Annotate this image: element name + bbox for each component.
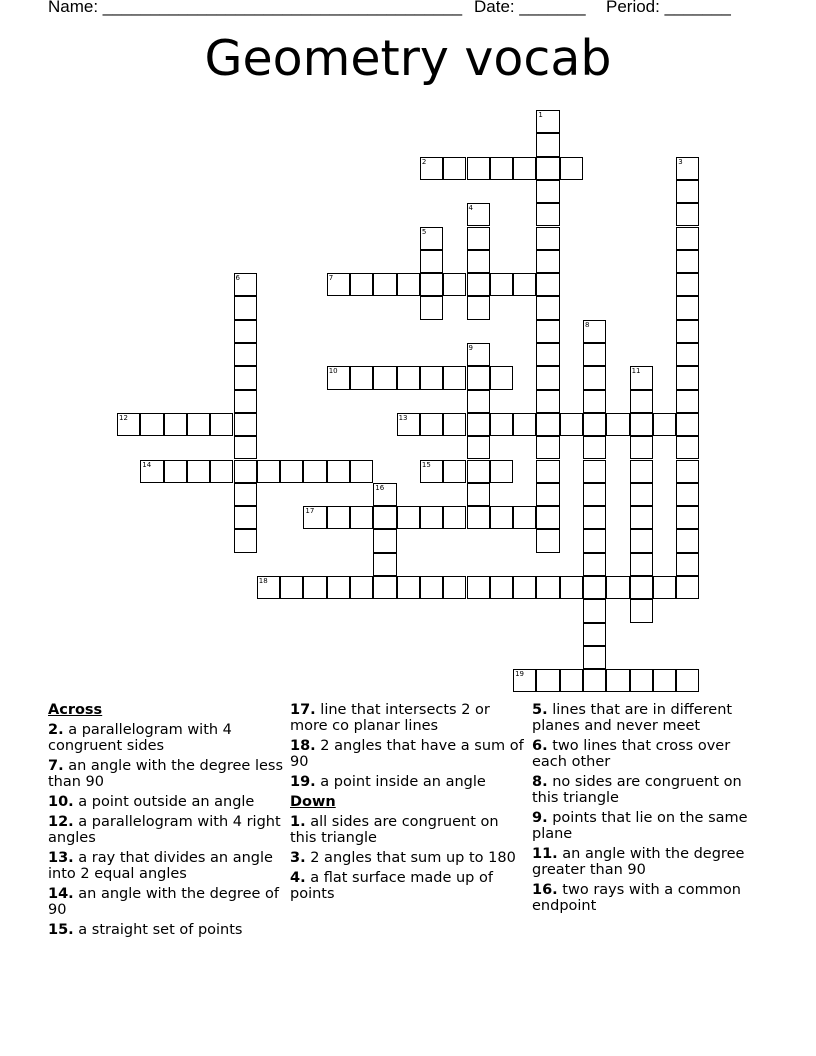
grid-cell[interactable]	[630, 599, 653, 622]
clue-number-label: 12	[119, 413, 128, 422]
grid-cell[interactable]	[676, 390, 699, 413]
grid-cell[interactable]	[234, 390, 257, 413]
clue-down-3: 3. 2 angles that sum up to 180	[290, 850, 516, 866]
grid-cell[interactable]	[676, 483, 699, 506]
grid-cell[interactable]	[164, 413, 187, 436]
grid-cell[interactable]	[164, 460, 187, 483]
grid-cell[interactable]	[583, 436, 606, 459]
grid-cell[interactable]	[676, 180, 699, 203]
grid-cell[interactable]	[513, 506, 536, 529]
grid-cell[interactable]	[536, 320, 559, 343]
grid-cell[interactable]	[606, 576, 629, 599]
grid-cell[interactable]	[373, 366, 396, 389]
clue-number-label: 8	[585, 320, 590, 329]
grid-cell[interactable]	[630, 390, 653, 413]
page-title: Geometry vocab	[204, 30, 612, 87]
grid-cell[interactable]	[536, 343, 559, 366]
grid-cell[interactable]	[536, 366, 559, 389]
grid-cell[interactable]	[513, 413, 536, 436]
grid-cell[interactable]	[536, 483, 559, 506]
grid-cell[interactable]	[187, 460, 210, 483]
across-heading: Across	[48, 702, 103, 718]
grid-cell[interactable]	[583, 390, 606, 413]
clues-column-1	[48, 702, 283, 942]
grid-cell[interactable]	[280, 460, 303, 483]
grid-cell[interactable]	[583, 553, 606, 576]
clue-number-label: 19	[515, 670, 525, 679]
grid-cell[interactable]	[467, 576, 490, 599]
grid-cell[interactable]	[443, 460, 466, 483]
clue-across-7: 7. an angle with the degree less than 90	[48, 758, 283, 790]
grid-cell[interactable]	[653, 576, 676, 599]
grid-cell[interactable]	[560, 157, 583, 180]
grid-cell[interactable]	[513, 576, 536, 599]
grid-cell[interactable]	[583, 529, 606, 552]
grid-cell[interactable]	[676, 413, 699, 436]
grid-cell[interactable]	[536, 250, 559, 273]
grid-cell[interactable]	[536, 203, 559, 226]
grid-cell[interactable]	[350, 506, 373, 529]
grid-cell[interactable]	[420, 273, 443, 296]
grid-cell[interactable]	[536, 296, 559, 319]
grid-cell[interactable]	[630, 576, 653, 599]
grid-cell[interactable]	[443, 157, 466, 180]
grid-cell[interactable]	[467, 436, 490, 459]
grid-cell[interactable]	[676, 203, 699, 226]
grid-cell[interactable]	[397, 576, 420, 599]
grid-cell[interactable]	[234, 460, 257, 483]
grid-cell[interactable]	[676, 343, 699, 366]
grid-cell[interactable]	[630, 669, 653, 692]
clue-across-19: 19. a point inside an angle	[290, 774, 486, 790]
clue-across-10: 10. a point outside an angle	[48, 794, 255, 810]
grid-cell[interactable]	[467, 366, 490, 389]
grid-cell[interactable]	[327, 576, 350, 599]
clue-across-17: 17. line that intersects 2 or more co planar lines	[290, 702, 490, 734]
grid-cell[interactable]	[536, 180, 559, 203]
grid-cell[interactable]	[583, 646, 606, 669]
grid-cell[interactable]	[560, 576, 583, 599]
grid-cell[interactable]	[676, 366, 699, 389]
grid-cell[interactable]	[676, 669, 699, 692]
grid-cell[interactable]	[676, 529, 699, 552]
grid-cell[interactable]	[140, 413, 163, 436]
grid-cell[interactable]	[676, 273, 699, 296]
clue-number-label: 18	[258, 577, 268, 585]
grid-cell[interactable]	[490, 157, 513, 180]
clue-across-12: 12. a parallelogram with 4 right angles	[48, 814, 281, 846]
clue-across-14: 14. an angle with the degree of 90	[48, 886, 279, 918]
grid-cell[interactable]	[234, 413, 257, 436]
grid-cell[interactable]	[467, 273, 490, 296]
grid-cell[interactable]	[467, 250, 490, 273]
grid-cell[interactable]	[350, 576, 373, 599]
grid-cell[interactable]	[234, 436, 257, 459]
grid-cell[interactable]	[303, 460, 326, 483]
grid-cell[interactable]	[583, 669, 606, 692]
grid-cell[interactable]	[560, 413, 583, 436]
grid-cell[interactable]	[373, 553, 396, 576]
clue-number-label: 10	[328, 367, 338, 376]
grid-cell[interactable]	[653, 669, 676, 692]
grid-cell[interactable]	[373, 273, 396, 296]
grid-cell[interactable]	[327, 506, 350, 529]
clues-column-2	[290, 702, 525, 906]
grid-cell[interactable]	[630, 460, 653, 483]
grid-cell[interactable]	[280, 576, 303, 599]
grid-cell[interactable]	[536, 436, 559, 459]
grid-cell[interactable]	[467, 506, 490, 529]
clue-number-label: 16	[375, 483, 385, 492]
grid-cell[interactable]	[676, 436, 699, 459]
grid-cell[interactable]	[350, 460, 373, 483]
grid-cell[interactable]	[373, 506, 396, 529]
grid-cell[interactable]	[676, 296, 699, 319]
grid-cell[interactable]	[234, 296, 257, 319]
grid-cell[interactable]	[467, 460, 490, 483]
grid-cell[interactable]	[443, 366, 466, 389]
grid-cell[interactable]	[467, 390, 490, 413]
grid-cell[interactable]	[303, 576, 326, 599]
clue-down-8: 8. no sides are congruent on this triangle	[532, 774, 742, 806]
grid-cell[interactable]	[583, 599, 606, 622]
clue-number-label: 1	[538, 111, 543, 119]
down-heading: Down	[290, 794, 336, 810]
clue-down-6: 6. two lines that cross over each other	[532, 738, 731, 770]
grid-cell[interactable]	[490, 413, 513, 436]
grid-cell[interactable]	[536, 669, 559, 692]
grid-cell[interactable]	[467, 296, 490, 319]
clue-down-1: 1. all sides are congruent on this triangle	[290, 814, 499, 846]
clue-number-label: 6	[235, 274, 240, 283]
grid-cell[interactable]	[350, 273, 373, 296]
grid-cell[interactable]	[676, 576, 699, 599]
grid-cell[interactable]	[210, 413, 233, 436]
grid-cell[interactable]	[536, 529, 559, 552]
grid-cell[interactable]	[536, 506, 559, 529]
grid-cell[interactable]	[373, 576, 396, 599]
grid-cell[interactable]	[420, 576, 443, 599]
grid-cell[interactable]	[490, 506, 513, 529]
grid-cell[interactable]	[257, 460, 280, 483]
grid-cell[interactable]	[536, 133, 559, 156]
grid-cell[interactable]	[560, 669, 583, 692]
grid-cell[interactable]	[653, 413, 676, 436]
grid-cell[interactable]	[583, 623, 606, 646]
grid-cell[interactable]	[467, 483, 490, 506]
clue-number-label: 17	[305, 507, 315, 516]
grid-cell[interactable]	[583, 343, 606, 366]
clue-across-18: 18. 2 angles that have a sum of 90	[290, 738, 524, 770]
clue-across-15: 15. a straight set of points	[48, 922, 243, 938]
grid-cell[interactable]	[234, 483, 257, 506]
grid-cell[interactable]	[443, 273, 466, 296]
clue-down-9: 9. points that lie on the same plane	[532, 810, 748, 842]
grid-cell[interactable]	[583, 460, 606, 483]
grid-cell[interactable]	[443, 506, 466, 529]
grid-cell[interactable]	[583, 413, 606, 436]
grid-cell[interactable]	[583, 366, 606, 389]
clue-number-label: 2	[421, 157, 427, 166]
grid-cell[interactable]	[210, 460, 233, 483]
name-field-label: Name: ______________________________________	[48, 0, 463, 16]
grid-cell[interactable]	[536, 576, 559, 599]
grid-cell[interactable]	[676, 250, 699, 273]
grid-cell[interactable]	[234, 506, 257, 529]
grid-cell[interactable]	[536, 157, 559, 180]
grid-cell[interactable]	[187, 413, 210, 436]
grid-cell[interactable]	[676, 460, 699, 483]
clue-down-4: 4. a flat surface made up of points	[290, 870, 493, 902]
grid-cell[interactable]	[397, 506, 420, 529]
grid-cell[interactable]	[490, 273, 513, 296]
grid-cell[interactable]	[536, 413, 559, 436]
grid-cell[interactable]	[490, 366, 513, 389]
clue-across-13: 13. a ray that divides an angle into 2 equal angles	[48, 850, 273, 882]
clue-down-16: 16. two rays with a common endpoint	[532, 882, 741, 914]
clue-number-label: 11	[631, 367, 641, 376]
grid-cell[interactable]	[397, 273, 420, 296]
grid-cell[interactable]	[234, 529, 257, 552]
clues-column-3	[532, 702, 767, 918]
grid-cell[interactable]	[234, 366, 257, 389]
grid-cell[interactable]	[536, 273, 559, 296]
grid-cell[interactable]	[443, 413, 466, 436]
grid-cell[interactable]	[467, 413, 490, 436]
clue-number-label: 13	[398, 413, 408, 422]
grid-cell[interactable]	[630, 436, 653, 459]
grid-cell[interactable]	[606, 669, 629, 692]
grid-cell[interactable]	[536, 460, 559, 483]
clue-number-label: 5	[421, 227, 427, 236]
grid-cell[interactable]	[420, 250, 443, 273]
clue-number-label: 7	[328, 274, 334, 283]
grid-cell[interactable]	[420, 366, 443, 389]
grid-cell[interactable]	[536, 390, 559, 413]
grid-cell[interactable]	[513, 273, 536, 296]
period-field-label: Period: _______	[606, 0, 731, 16]
grid-cell[interactable]	[583, 506, 606, 529]
grid-cell[interactable]	[513, 157, 536, 180]
grid-cell[interactable]	[443, 576, 466, 599]
grid-cell[interactable]	[630, 413, 653, 436]
clue-number-label: 15	[421, 460, 431, 469]
clue-down-11: 11. an angle with the degree greater than 90	[532, 846, 745, 878]
grid-cell[interactable]	[467, 227, 490, 250]
grid-cell[interactable]	[327, 460, 350, 483]
clue-number-label: 14	[142, 460, 152, 469]
grid-cell[interactable]	[420, 296, 443, 319]
grid-cell[interactable]	[630, 506, 653, 529]
grid-cell[interactable]	[350, 366, 373, 389]
grid-cell[interactable]	[536, 227, 559, 250]
grid-cell[interactable]	[630, 483, 653, 506]
grid-cell[interactable]	[676, 553, 699, 576]
grid-cell[interactable]	[234, 343, 257, 366]
grid-cell[interactable]	[583, 576, 606, 599]
clue-number-label: 4	[468, 204, 473, 213]
grid-cell[interactable]	[490, 576, 513, 599]
grid-cell[interactable]	[420, 413, 443, 436]
clue-across-2: 2. a parallelogram with 4 congruent sides	[48, 722, 232, 754]
clue-number-label: 3	[678, 157, 683, 166]
grid-cell[interactable]	[490, 460, 513, 483]
grid-cell[interactable]	[234, 320, 257, 343]
grid-cell[interactable]	[583, 483, 606, 506]
grid-cell[interactable]	[467, 157, 490, 180]
grid-cell[interactable]	[676, 506, 699, 529]
date-field-label: Date: _______	[474, 0, 586, 16]
grid-cell[interactable]	[606, 413, 629, 436]
grid-cell[interactable]	[630, 529, 653, 552]
grid-cell[interactable]	[676, 227, 699, 250]
clue-number-label: 9	[468, 344, 473, 352]
clue-down-5: 5. lines that are in different planes and never meet	[532, 702, 733, 734]
grid-cell[interactable]	[420, 506, 443, 529]
grid-cell[interactable]	[630, 553, 653, 576]
grid-cell[interactable]	[397, 366, 420, 389]
grid-cell[interactable]	[676, 320, 699, 343]
grid-cell[interactable]	[373, 529, 396, 552]
